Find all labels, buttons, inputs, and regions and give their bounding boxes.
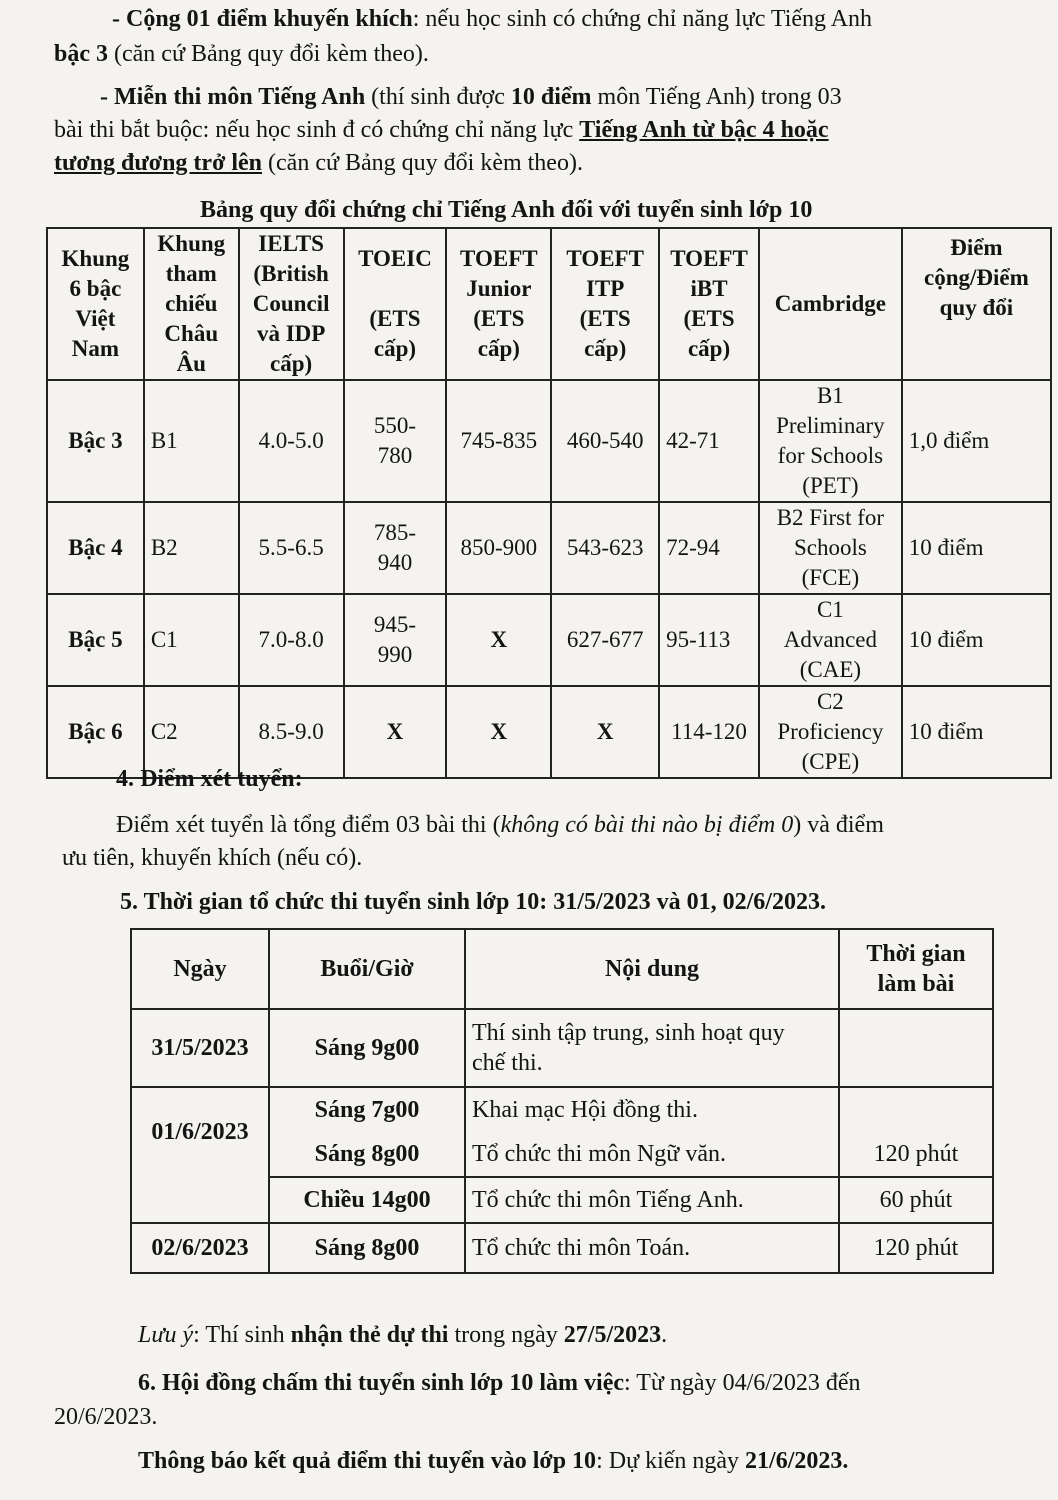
table-row: [47, 502, 1051, 594]
final-date: 21/6/2023.: [745, 1448, 849, 1474]
duration-cell: [839, 1009, 993, 1087]
table-row: [47, 594, 1051, 686]
final-bold: Thông báo kết quả điểm thi tuyển vào lớp 10: [138, 1448, 597, 1474]
toeic-cell: 785- 940: [344, 502, 447, 594]
content-cell: Khai mạc Hội đồng thi. Tổ chức thi môn Ngữ văn.: [465, 1087, 839, 1177]
junior-cell: 745-835: [446, 380, 551, 502]
date-cell: 31/5/2023: [131, 1009, 269, 1087]
level-cell: Bậc 3: [47, 380, 144, 502]
exemption-line3: (căn cứ Bảng quy đổi kèm theo).: [262, 150, 583, 176]
score-cell: 10 điểm: [902, 594, 1051, 686]
table-row: [131, 1223, 993, 1273]
content-cell: Tổ chức thi môn Tiếng Anh.: [465, 1177, 839, 1223]
header-score: Điểm cộng/Điểm quy đổi: [902, 228, 1051, 380]
table-row: [131, 1087, 993, 1177]
ielts-cell: 7.0-8.0: [239, 594, 344, 686]
note-paragraph: [138, 1318, 667, 1352]
itp-cell: 627-677: [551, 594, 659, 686]
duration-cell: 120 phút: [839, 1223, 993, 1273]
header-duration: Thời gian làm bài: [839, 929, 993, 1009]
cambridge-cell: B1 Preliminary for Schools (PET): [759, 380, 902, 502]
session-cell: Sáng 8g00: [269, 1223, 465, 1273]
note-t1: : Thí sinh: [193, 1322, 291, 1348]
paragraph-bonus-line2: [54, 37, 994, 71]
cefr-cell: C2: [144, 686, 239, 778]
cambridge-cell: C1 Advanced (CAE): [759, 594, 902, 686]
junior-cell: X: [446, 686, 551, 778]
exemption-underline1: Tiếng Anh từ bậc 4 hoặc: [579, 117, 829, 143]
header-session: Buổi/Giờ: [269, 929, 465, 1009]
header-cambridge: Cambridge: [759, 228, 902, 380]
exemption-underline2: tương đương trở lên: [54, 150, 263, 176]
header-toeic: TOEIC (ETS cấp): [344, 228, 447, 380]
note-label: Lưu ý: [138, 1322, 194, 1348]
header-date: Ngày: [131, 929, 269, 1009]
conversion-header-row: [47, 228, 1051, 380]
bonus-text: : nếu học sinh có chứng chỉ năng lực Tiếng Anh: [412, 6, 873, 32]
header-vn-framework: Khung 6 bậc Việt Nam: [47, 228, 144, 380]
schedule-table: [130, 928, 994, 1274]
note-t3: .: [661, 1322, 668, 1348]
section6-bold: 6. Hội đồng chấm thi tuyển sinh lớp 10 làm việc: [138, 1370, 625, 1396]
itp-cell: 543-623: [551, 502, 659, 594]
header-toeft-junior: TOEFT Junior (ETS cấp): [446, 228, 551, 380]
note-bold: nhận thẻ dự thi: [290, 1322, 449, 1348]
ibt-cell: 42-71: [659, 380, 759, 502]
exemption-mid1: (thí sinh được: [365, 84, 511, 110]
toeic-cell: 550- 780: [344, 380, 447, 502]
paragraph-bonus-point: [112, 2, 1012, 36]
header-ielts: IELTS (British Council và IDP cấp): [239, 228, 344, 380]
final-rest: : Dự kiến ngày: [596, 1448, 746, 1474]
section4-text: [116, 808, 1016, 842]
session-cell: Sáng 7g00 Sáng 8g00: [269, 1087, 465, 1177]
level-cell: Bậc 6: [47, 686, 144, 778]
score-cell: 1,0 điểm: [902, 380, 1051, 502]
header-cefr: Khung tham chiếu Châu Âu: [144, 228, 239, 380]
section6-line2: 20/6/2023.: [54, 1404, 158, 1430]
paragraph-exemption-line2: [54, 113, 1014, 147]
final-paragraph: [138, 1444, 848, 1478]
bonus-level: bậc 3: [54, 41, 108, 67]
bonus-lead: - Cộng 01 điểm khuyến khích: [112, 6, 413, 32]
table-row: [131, 1009, 993, 1087]
section4-text-line2: ưu tiên, khuyến khích (nếu có).: [62, 845, 363, 871]
table-row: [47, 380, 1051, 502]
cambridge-cell: B2 First for Schools (FCE): [759, 502, 902, 594]
cefr-cell: B2: [144, 502, 239, 594]
level-cell: Bậc 4: [47, 502, 144, 594]
exemption-score: 10 điểm: [510, 84, 592, 110]
date-cell: 02/6/2023: [131, 1223, 269, 1273]
cefr-cell: B1: [144, 380, 239, 502]
conversion-table: [46, 227, 1052, 779]
header-content: Nội dung: [465, 929, 839, 1009]
session-cell: Chiều 14g00: [269, 1177, 465, 1223]
section6-paragraph: [138, 1366, 1018, 1400]
toeic-cell: 945- 990: [344, 594, 447, 686]
session-cell: Sáng 9g00: [269, 1009, 465, 1087]
section4-text1: Điểm xét tuyển là tổng điểm 03 bài thi (: [116, 812, 501, 838]
ibt-cell: 95-113: [659, 594, 759, 686]
section4-heading: 4. Điểm xét tuyển:: [116, 766, 303, 792]
level-cell: Bậc 5: [47, 594, 144, 686]
ibt-cell: 114-120: [659, 686, 759, 778]
toeic-cell: X: [344, 686, 447, 778]
ielts-cell: 8.5-9.0: [239, 686, 344, 778]
ielts-cell: 5.5-6.5: [239, 502, 344, 594]
note-t2: trong ngày: [448, 1322, 564, 1348]
junior-cell: 850-900: [446, 502, 551, 594]
duration-cell: 60 phút: [839, 1177, 993, 1223]
paragraph-exemption-line3: [54, 146, 1014, 180]
conversion-table-caption: Bảng quy đổi chứng chỉ Tiếng Anh đối với tuyển sinh lớp 10: [200, 197, 813, 223]
ielts-cell: 4.0-5.0: [239, 380, 344, 502]
content-cell: Tổ chức thi môn Toán.: [465, 1223, 839, 1273]
itp-cell: 460-540: [551, 380, 659, 502]
exemption-lead: - Miễn thi môn Tiếng Anh: [100, 84, 366, 110]
itp-cell: X: [551, 686, 659, 778]
section6-rest: : Từ ngày 04/6/2023 đến: [624, 1370, 861, 1396]
score-cell: 10 điểm: [902, 686, 1051, 778]
ibt-cell: 72-94: [659, 502, 759, 594]
content-cell: Thí sinh tập trung, sinh hoạt quy chế thi.: [465, 1009, 839, 1087]
cefr-cell: C1: [144, 594, 239, 686]
section4-italic: không có bài thi nào bị điểm 0: [500, 812, 794, 838]
duration-cell: 120 phút: [839, 1087, 993, 1177]
score-cell: 10 điểm: [902, 502, 1051, 594]
exemption-mid2: môn Tiếng Anh) trong 03: [591, 84, 842, 110]
header-toeft-itp: TOEFT ITP (ETS cấp): [551, 228, 659, 380]
section4-text2: ) và điểm: [793, 812, 884, 838]
note-date: 27/5/2023: [563, 1322, 662, 1348]
date-cell: 01/6/2023: [131, 1087, 269, 1223]
schedule-header-row: [131, 929, 993, 1009]
section5-heading: 5. Thời gian tổ chức thi tuyển sinh lớp 10: 31/5/2023 và 01, 02/6/2023.: [120, 889, 826, 915]
junior-cell: X: [446, 594, 551, 686]
bonus-ref: (căn cứ Bảng quy đổi kèm theo).: [108, 41, 429, 67]
cambridge-cell: C2 Proficiency (CPE): [759, 686, 902, 778]
header-toeft-ibt: TOEFT iBT (ETS cấp): [659, 228, 759, 380]
exemption-line2: bài thi bắt buộc: nếu học sinh đ có chứng chỉ năng lực: [54, 117, 580, 143]
paragraph-exemption: [100, 80, 1000, 114]
